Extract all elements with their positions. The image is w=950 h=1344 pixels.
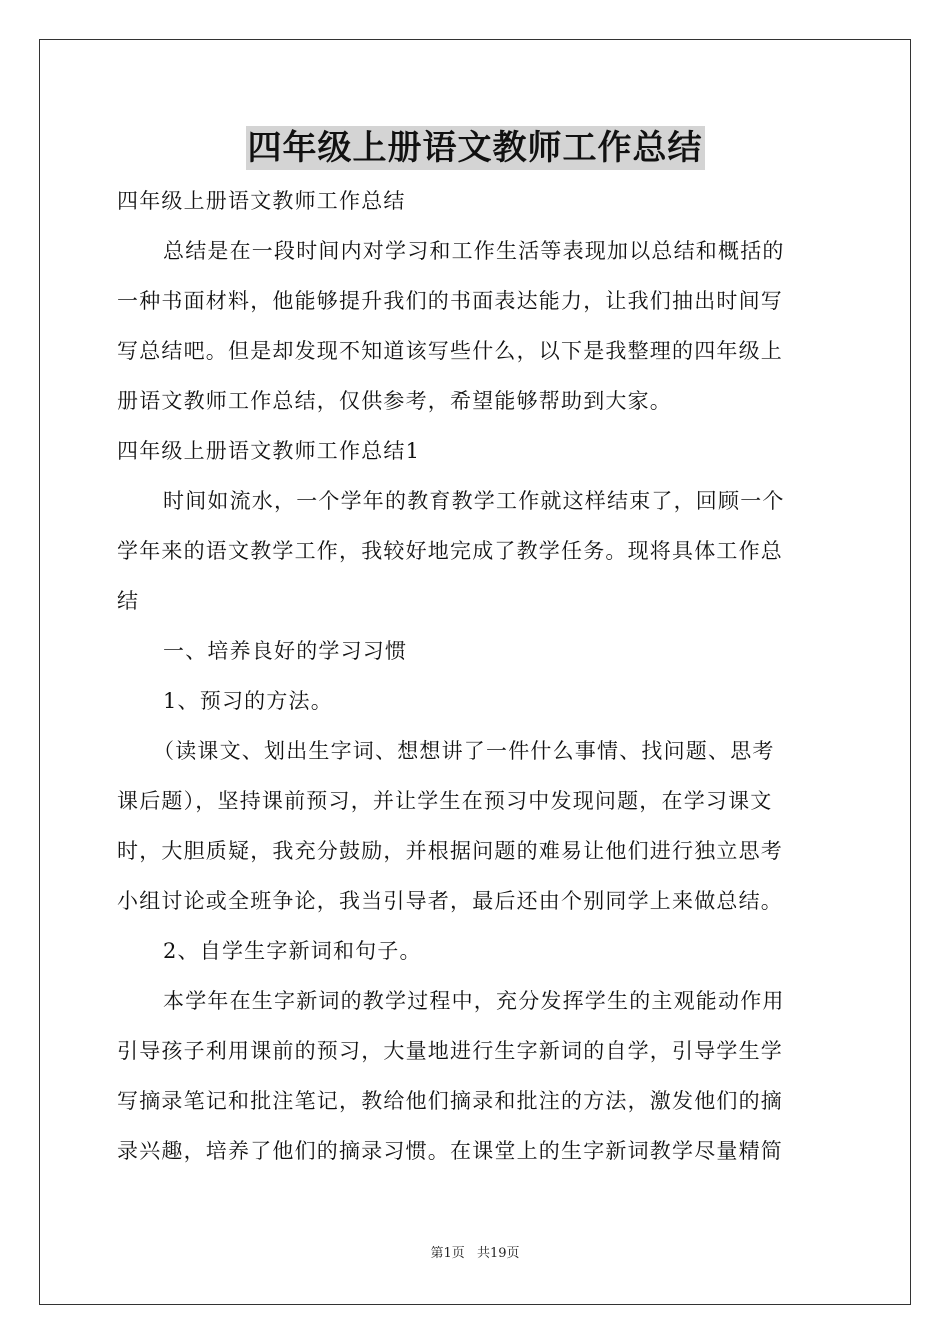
text-line: 小组讨论或全班争论，我当引导者，最后还由个别同学上来做总结。: [117, 889, 783, 913]
text-line: 四年级上册语文教师工作总结: [117, 189, 406, 213]
page-footer: [0, 1242, 950, 1261]
document-body: [117, 176, 833, 1176]
document-title: 四年级上册语文教师工作总结: [247, 128, 703, 168]
text-line: 一、培养良好的学习习惯: [163, 639, 408, 663]
text-line: 总结是在一段时间内对学习和工作生活等表现加以总结和概括的: [163, 239, 785, 263]
title-container: [0, 126, 950, 170]
text-line: 学年来的语文教学工作，我较好地完成了教学任务。现将具体工作总: [117, 539, 783, 563]
text-line: 写总结吧。但是却发现不知道该写些什么，以下是我整理的四年级上: [117, 339, 783, 363]
text-line: 时间如流水，一个学年的教育教学工作就这样结束了，回顾一个: [163, 489, 785, 513]
text-line: 写摘录笔记和批注笔记，教给他们摘录和批注的方法，激发他们的摘: [117, 1089, 783, 1113]
text-line: 引导孩子利用课前的预习，大量地进行生字新词的自学，引导学生学: [117, 1039, 783, 1063]
text-line: 录兴趣，培养了他们的摘录习惯。在课堂上的生字新词教学尽量精简: [117, 1139, 783, 1163]
text-line: 时，大胆质疑，我充分鼓励，并根据问题的难易让他们进行独立思考: [117, 839, 783, 863]
page-total: 共19页: [476, 1246, 520, 1261]
page-number: 第1页: [430, 1246, 465, 1261]
text-line: 一种书面材料，他能够提升我们的书面表达能力，让我们抽出时间写: [117, 289, 783, 313]
text-line: 2、自学生字新词和句子。: [163, 939, 422, 963]
text-line: 1、预习的方法。: [163, 689, 333, 713]
text-line: 本学年在生字新词的教学过程中，充分发挥学生的主观能动作用: [163, 989, 785, 1013]
text-line: 册语文教师工作总结，仅供参考，希望能够帮助到大家。: [117, 389, 672, 413]
text-line: 课后题），坚持课前预习，并让学生在预习中发现问题，在学习课文: [117, 789, 773, 813]
text-line: （读课文、划出生字词、想想讲了一件什么事情、找问题、思考: [153, 739, 775, 763]
text-line: 四年级上册语文教师工作总结1: [117, 439, 421, 463]
text-line: 结: [117, 589, 140, 613]
